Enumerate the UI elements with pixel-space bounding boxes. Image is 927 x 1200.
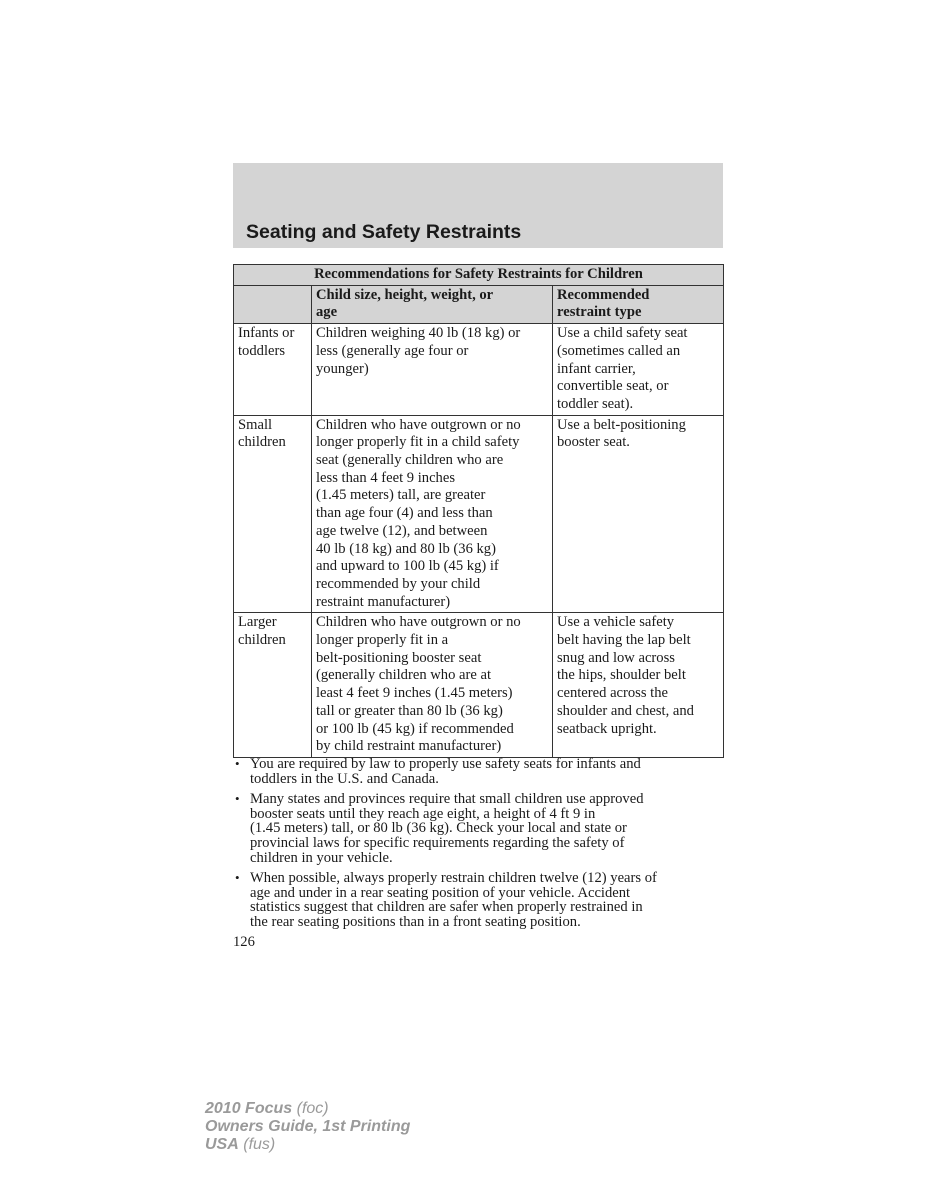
row-restraint: Use a belt-positioning booster seat. (553, 415, 724, 613)
note-text: You are required by law to properly use safety seats for infants and toddlers in the U.S. and Canada. (250, 756, 641, 787)
row-restraint: Use a child safety seat (sometimes called an infant carrier, convertible seat, or toddler seat). (553, 324, 724, 416)
footer-market: USA (205, 1136, 239, 1153)
column-header-category (234, 285, 312, 323)
row-size: Children weighing 40 lb (18 kg) or less (generally age four or younger) (312, 324, 553, 416)
row-category: Small children (234, 415, 312, 613)
table-row (234, 324, 724, 416)
row-restraint: Use a vehicle safety belt having the lap belt snug and low across the hips, shoulder belt centered across the shoulder and chest, and seatback upright. (553, 613, 724, 758)
footer-line-market (205, 1136, 410, 1154)
table-row (234, 613, 724, 758)
footer-line-edition (205, 1118, 410, 1136)
note-text: Many states and provinces require that small children use approved booster seats until they reach age eight, a height of 4 ft 9 in (1.45 meters) tall, or 80 lb (36 kg). Check your local and state or provincial laws for specific requirements regarding the safety of children in your vehicle. (250, 791, 644, 866)
row-size: Children who have outgrown or no longer properly fit in a belt-positioning booster seat (generally children who are at least 4 feet 9 inches (1.45 meters) tall or greater than 80 lb (36 kg) or 100 lb (45 kg) if recommended by child restraint manufacturer) (312, 613, 553, 758)
footer-model: 2010 Focus (205, 1100, 293, 1117)
section-title: Seating and Safety Restraints (246, 221, 522, 243)
footer-line-model (205, 1100, 410, 1118)
footer-market-code: (fus) (243, 1136, 276, 1153)
section-header-band (233, 163, 723, 248)
child-restraint-table (233, 264, 724, 758)
list-item (233, 871, 723, 929)
column-header-restraint: Recommended restraint type (553, 285, 724, 323)
safety-notes-list (233, 757, 723, 936)
row-category: Larger children (234, 613, 312, 758)
column-header-size: Child size, height, weight, or age (312, 285, 553, 323)
bullet-icon: • (235, 870, 240, 886)
page-number: 126 (233, 934, 255, 950)
table-row (234, 415, 724, 613)
note-text: When possible, always properly restrain children twelve (12) years of age and under in a rear seating position of your vehicle. Accident statistics suggest that children are safer when properly restrained in the rear seating positions than in a front seating position. (250, 870, 657, 930)
row-category: Infants or toddlers (234, 324, 312, 416)
row-size: Children who have outgrown or no longer properly fit in a child safety seat (generally children who are less than 4 feet 9 inches (1.45 meters) tall, are greater than age four (4) and less than age twelve (12), and between 40 lb (18 kg) and 80 lb (36 kg) and upward to 100 lb (45 kg) if recommended by your child restraint manufacturer) (312, 415, 553, 613)
list-item (233, 792, 723, 865)
print-footer (205, 1100, 410, 1154)
footer-edition: Owners Guide, 1st Printing (205, 1118, 411, 1135)
list-item (233, 757, 723, 786)
footer-model-code: (foc) (296, 1100, 329, 1117)
bullet-icon: • (235, 791, 240, 807)
bullet-icon: • (235, 756, 240, 771)
table-caption: Recommendations for Safety Restraints for Children (234, 265, 724, 286)
